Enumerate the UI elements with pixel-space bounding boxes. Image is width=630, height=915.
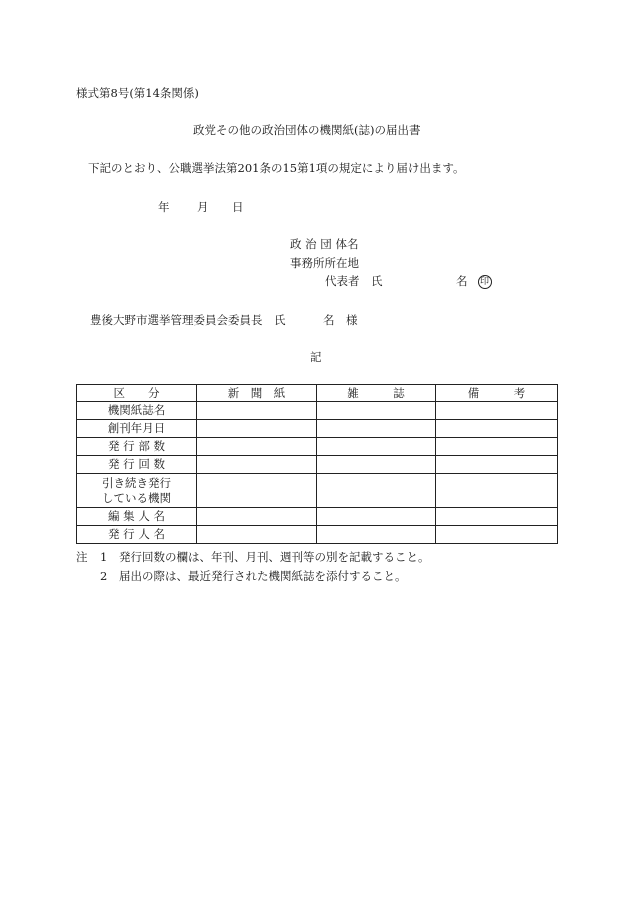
row-label-frequency: 発 行 回 数 — [77, 456, 197, 474]
registration-table — [76, 384, 558, 544]
cell-remarks[interactable] — [436, 526, 558, 544]
cell-remarks[interactable] — [436, 456, 558, 474]
cell-remarks[interactable] — [436, 420, 558, 438]
cell-magazine[interactable] — [317, 438, 436, 456]
row-label-circulation: 発 行 部 数 — [77, 438, 197, 456]
note-1-text: 発行回数の欄は、年刊、月刊、週刊等の別を記載すること。 — [119, 550, 430, 564]
office-address-label: 事務所所在地 — [290, 256, 359, 270]
row-label-publisher: 発 行 人 名 — [77, 526, 197, 544]
table-row — [77, 474, 558, 508]
header-magazine: 雑 誌 — [317, 385, 436, 402]
row-label-continued-publication — [77, 474, 197, 508]
representative-name-suffix — [456, 274, 492, 289]
date-year: 年 — [158, 200, 170, 214]
header-category: 区 分 — [77, 385, 197, 402]
cell-magazine[interactable] — [317, 420, 436, 438]
header-newspaper: 新 聞 紙 — [197, 385, 317, 402]
cell-remarks[interactable] — [436, 438, 558, 456]
row-label-line1: 引き続き発行 — [102, 475, 171, 490]
representative-label: 代表者 氏 — [325, 274, 383, 288]
table-row — [77, 456, 558, 474]
table-row — [77, 438, 558, 456]
cell-magazine[interactable] — [317, 456, 436, 474]
date-month: 月 — [197, 200, 209, 214]
cell-remarks[interactable] — [436, 474, 558, 508]
cell-magazine[interactable] — [317, 508, 436, 526]
org-name-label: 政 治 団 体名 — [290, 237, 359, 251]
document-title: 政党その他の政治団体の機関紙(誌)の届出書 — [193, 123, 421, 137]
form-number: 様式第8号(第14条関係) — [76, 86, 199, 100]
table-row — [77, 402, 558, 420]
note-2-text: 届出の際は、最近発行された機関紙誌を添付すること。 — [119, 569, 407, 583]
cell-newspaper[interactable] — [197, 508, 317, 526]
cell-newspaper[interactable] — [197, 438, 317, 456]
addressee-office: 豊後大野市選挙管理委員会委員長 氏 — [90, 313, 286, 327]
date-day: 日 — [232, 200, 244, 214]
notes-prefix: 注 — [76, 550, 88, 564]
table-row — [77, 508, 558, 526]
cell-remarks[interactable] — [436, 402, 558, 420]
ki-heading: 記 — [310, 350, 322, 364]
addressee-name-suffix: 名 様 — [323, 313, 358, 327]
note-1-number: 1 — [100, 550, 108, 564]
row-label-editor: 編 集 人 名 — [77, 508, 197, 526]
row-label-first-issue-date: 創刊年月日 — [77, 420, 197, 438]
cell-newspaper[interactable] — [197, 526, 317, 544]
cell-newspaper[interactable] — [197, 420, 317, 438]
seal-mark: 印 — [478, 275, 492, 289]
cell-magazine[interactable] — [317, 402, 436, 420]
cell-newspaper[interactable] — [197, 474, 317, 508]
representative-name-char: 名 — [456, 274, 468, 288]
intro-text: 下記のとおり、公職選挙法第201条の15第1項の規定により届け出ます。 — [88, 161, 465, 175]
cell-magazine[interactable] — [317, 474, 436, 508]
header-remarks: 備 考 — [436, 385, 558, 402]
row-label-line2: している機関 — [102, 490, 171, 505]
note-2-number: 2 — [100, 569, 108, 583]
table-header-row — [77, 385, 558, 402]
table-row — [77, 420, 558, 438]
cell-magazine[interactable] — [317, 526, 436, 544]
table-row — [77, 526, 558, 544]
cell-newspaper[interactable] — [197, 456, 317, 474]
row-label-publication-name: 機関紙誌名 — [77, 402, 197, 420]
cell-remarks[interactable] — [436, 508, 558, 526]
cell-newspaper[interactable] — [197, 402, 317, 420]
